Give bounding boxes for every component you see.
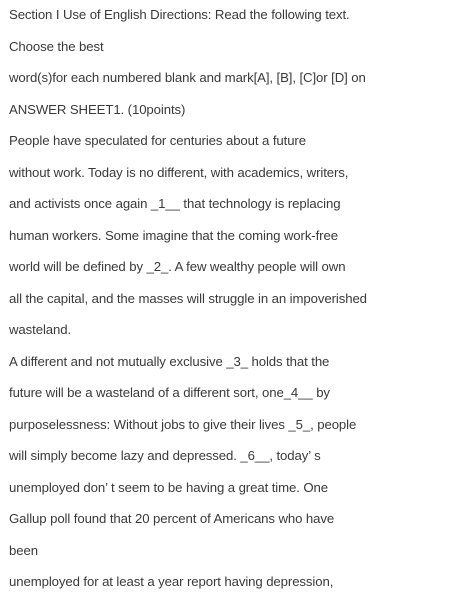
text-line: People have speculated for centuries about a future [9, 133, 306, 148]
text-line: without work. Today is no different, with academics, writers, [9, 165, 349, 180]
text-line: been [9, 543, 38, 558]
text-line: Choose the best [9, 39, 104, 54]
text-line: wasteland. [9, 322, 72, 337]
text-line: world will be defined by _2_. A few wealthy people will own [9, 259, 346, 274]
text-line: will simply become lazy and depressed. _6__, today’ s [9, 448, 321, 463]
text-line: unemployed for at least a year report having depression, [9, 574, 334, 589]
text-line: word(s)for each numbered blank and mark[A], [B], [C]or [D] on [9, 70, 366, 85]
text-line: unemployed don’ t seem to be having a great time. One [9, 480, 328, 495]
text-line: all the capital, and the masses will struggle in an impoverished [9, 291, 367, 306]
text-line: purposelessness: Without jobs to give their lives _5_, people [9, 417, 357, 432]
text-line: and activists once again _1__ that technology is replacing [9, 196, 341, 211]
text-line: human workers. Some imagine that the coming work-free [9, 228, 338, 243]
text-line: A different and not mutually exclusive _3_ holds that the [9, 354, 330, 369]
text-line: ANSWER SHEET1. (10points) [9, 102, 186, 117]
text-line: future will be a wasteland of a different sort, one_4__ by [9, 385, 330, 400]
text-line: Section I Use of English Directions: Read the following text. [9, 7, 350, 22]
text-line: Gallup poll found that 20 percent of Americans who have [9, 511, 335, 526]
